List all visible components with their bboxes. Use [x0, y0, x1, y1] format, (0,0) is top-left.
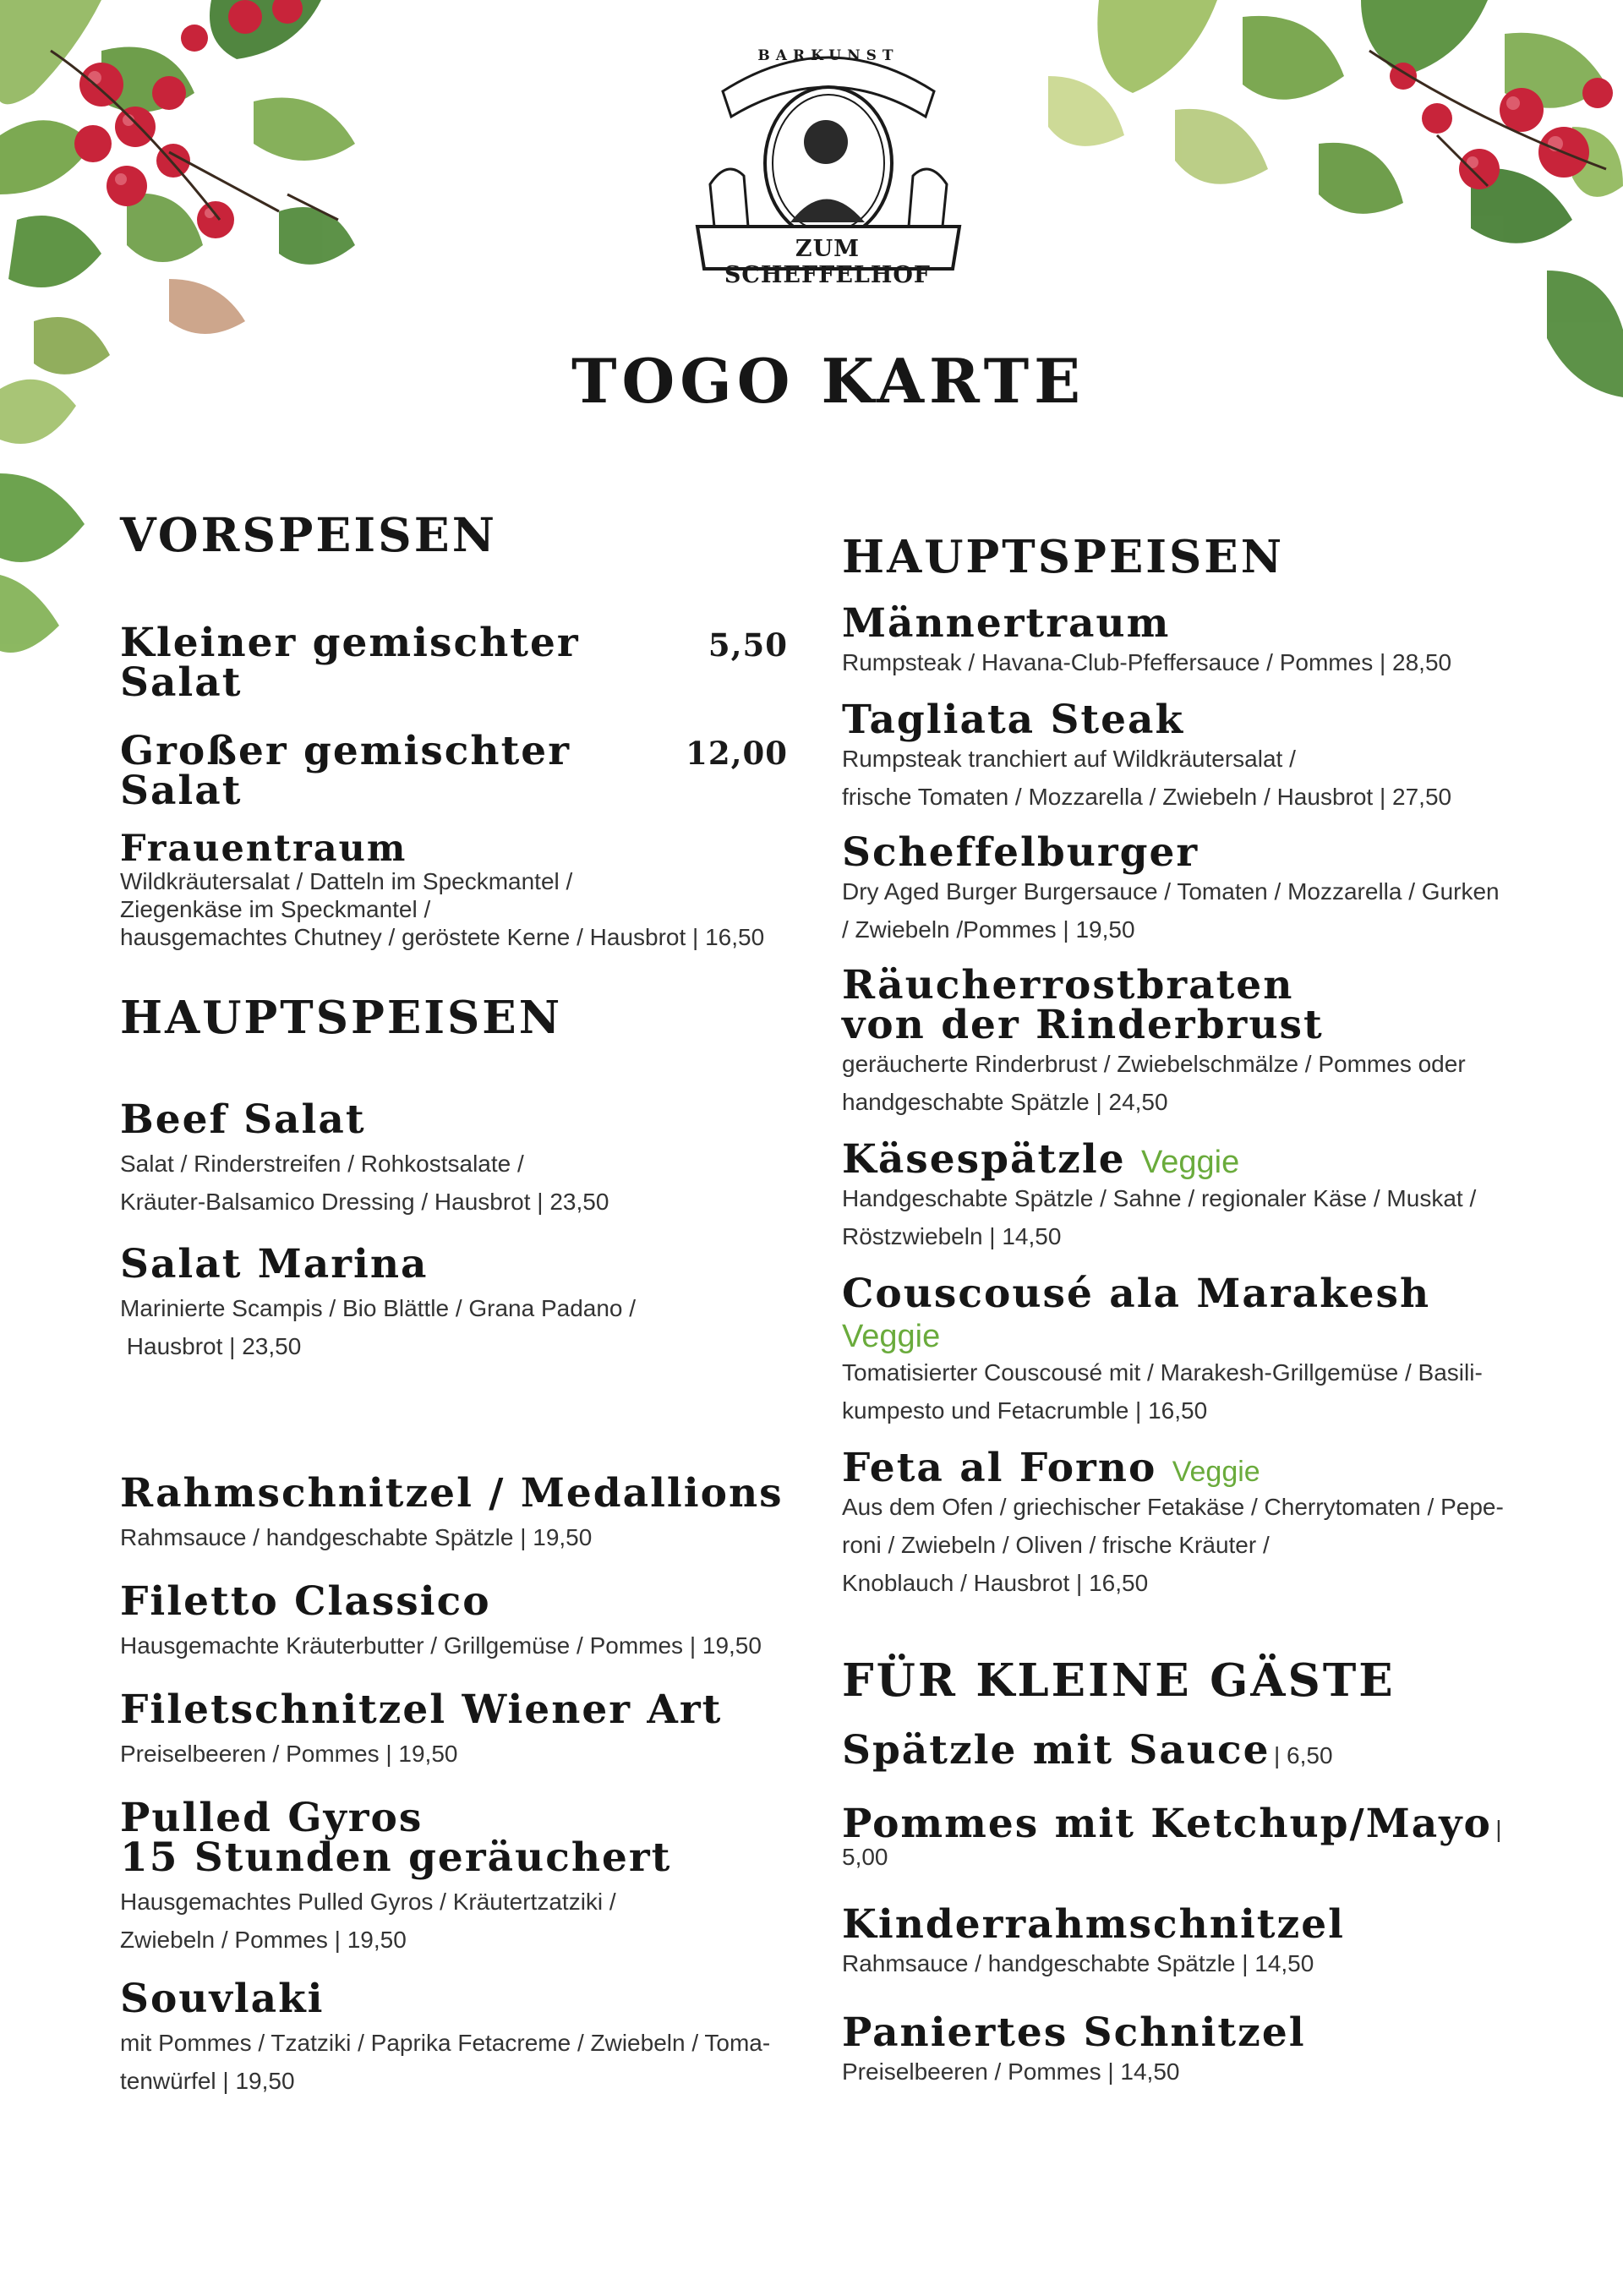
item-desc: / Zwiebeln /Pommes | 19,50 [842, 916, 1135, 943]
right-column [842, 531, 1535, 2091]
section-title-vorspeisen: VORSPEISEN [120, 507, 497, 562]
item-name: 15 Stunden geräuchert [120, 1834, 672, 1881]
item-desc: Dry Aged Burger Burgersauce / Tomaten / Mozzarella / Gurken [842, 878, 1500, 905]
menu-item [120, 1795, 796, 1959]
menu-item [120, 828, 796, 951]
item-name-row [842, 1271, 1535, 1354]
menu-item [120, 1096, 796, 1221]
item-desc: tenwürfel | 19,50 [120, 2068, 295, 2094]
item-name: Filetto Classico [120, 1578, 491, 1625]
logo-top-text: BARKUNST [757, 47, 899, 64]
page-title: TOGO KARTE [571, 345, 1086, 417]
item-desc: frische Tomaten / Mozzarella / Zwiebeln / Hausbrot | 27,50 [842, 784, 1452, 810]
item-name: Pommes mit Ketchup/Mayo [842, 1801, 1492, 1847]
item-name: Scheffelburger [842, 829, 1199, 876]
restaurant-logo [689, 32, 968, 294]
item-name-row [842, 1136, 1535, 1183]
item-desc: Tomatisierter Couscousé mit / Marakesh-Grillgemüse / Basili- [842, 1359, 1483, 1386]
item-name: Pulled Gyros [120, 1795, 424, 1841]
item-desc: Aus dem Ofen / griechischer Fetakäse / Cherrytomaten / Pepe- [842, 1494, 1504, 1520]
item-desc: Preiselbeeren / Pommes | 14,50 [842, 2058, 1180, 2085]
item-desc: Zwiebeln / Pommes | 19,50 [120, 1927, 407, 1953]
menu-item [120, 1470, 796, 1556]
item-desc: roni / Zwiebeln / Oliven / frische Kräuter / [842, 1532, 1270, 1558]
menu-item [120, 1686, 796, 1773]
item-desc: Preiselbeeren / Pommes | 19,50 [120, 1741, 458, 1767]
item-desc: geräucherte Rinderbrust / Zwiebelschmälze / Pommes oder [842, 1051, 1466, 1077]
item-name: Couscousé ala Marakesh [842, 1271, 1431, 1317]
menu-item [842, 697, 1535, 816]
item-price: 12,00 [686, 735, 788, 772]
item-desc: Rumpsteak tranchiert auf Wildkräutersalat / [842, 746, 1296, 772]
item-desc: Hausgemachte Kräuterbutter / Grillgemüse / Pommes | 19,50 [120, 1632, 762, 1659]
item-name: Räucherrostbraten [842, 962, 1294, 1009]
item-name: Käsespätzle [842, 1136, 1126, 1183]
section-title-kinder: FÜR KLEINE GÄSTE [842, 1654, 1396, 1707]
menu-item [842, 2009, 1535, 2091]
item-desc: Marinierte Scampis / Bio Blättle / Grana Padano / [120, 1295, 637, 1321]
item-desc: Röstzwiebeln | 14,50 [842, 1223, 1062, 1249]
item-desc: mit Pommes / Tzatziki / Paprika Fetacreme / Zwiebeln / Toma- [120, 2030, 771, 2056]
item-price: | 6,50 [1273, 1742, 1333, 1768]
menu-item [842, 1445, 1535, 1602]
item-desc: Hausgemachtes Pulled Gyros / Kräutertzatziki / [120, 1889, 616, 1915]
menu-item [120, 1976, 796, 2100]
menu-item [842, 829, 1535, 948]
item-name: Rahmschnitzel / Medallions [120, 1470, 784, 1517]
item-name: Feta al Forno [842, 1445, 1157, 1491]
menu-item [842, 1901, 1535, 1982]
menu-item [842, 1727, 1535, 1774]
menu-item [120, 1578, 796, 1665]
item-desc: Rahmsauce / handgeschabte Spätzle | 14,50 [842, 1950, 1314, 1976]
item-desc: Kräuter-Balsamico Dressing / Hausbrot | 23,50 [120, 1189, 609, 1215]
menu-item [120, 620, 788, 706]
item-name: Filetschnitzel Wiener Art [120, 1686, 723, 1733]
item-name: Kinderrahmschnitzel [842, 1901, 1345, 1948]
item-desc: Knoblauch / Hausbrot | 16,50 [842, 1570, 1149, 1596]
item-name: von der Rinderbrust [842, 1002, 1324, 1048]
menu-item [842, 1271, 1535, 1430]
item-desc: Rumpsteak / Havana-Club-Pfeffersauce / Pommes | 28,50 [842, 649, 1452, 675]
menu-item [842, 1801, 1535, 1871]
item-price: 5,50 [708, 626, 788, 664]
item-name: Großer gemischter Salat [120, 728, 571, 814]
item-name-row [842, 1445, 1535, 1491]
menu-item [120, 1241, 796, 1365]
item-desc: kumpesto und Fetacrumble | 16,50 [842, 1397, 1208, 1424]
logo-bottom-text: ZUM SCHEFFELHOF [724, 236, 932, 288]
item-desc: Salat / Rinderstreifen / Rohkostsalate / [120, 1151, 524, 1177]
item-name: Männertraum [842, 600, 1171, 647]
item-desc: Rahmsauce / handgeschabte Spätzle | 19,50 [120, 1524, 593, 1550]
item-desc: handgeschabte Spätzle | 24,50 [842, 1089, 1168, 1115]
item-name: Beef Salat [120, 1096, 366, 1143]
item-desc: hausgemachtes Chutney / geröstete Kerne / Hausbrot | 16,50 [120, 924, 765, 950]
veggie-tag: Veggie [842, 1319, 941, 1354]
item-name: Souvlaki [120, 1976, 325, 2022]
section-title-hauptspeisen: HAUPTSPEISEN [120, 992, 563, 1044]
menu-item [842, 600, 1535, 681]
item-name: Paniertes Schnitzel [842, 2009, 1306, 2056]
veggie-tag: Veggie [1140, 1145, 1240, 1180]
item-name: Tagliata Steak [842, 697, 1185, 743]
left-column [120, 507, 796, 2100]
item-desc: Hausbrot | 23,50 [120, 1333, 302, 1359]
item-name: Spätzle mit Sauce [842, 1727, 1271, 1774]
item-desc: Handgeschabte Spätzle / Sahne / regionaler Käse / Muskat / [842, 1185, 1477, 1211]
item-name: Salat Marina [120, 1241, 429, 1287]
item-name: Frauentraum [120, 828, 407, 870]
item-name: Kleiner gemischter Salat [120, 620, 580, 706]
item-desc: Wildkräutersalat / Datteln im Speckmantel / [120, 868, 573, 894]
item-price: | 5,00 [842, 1816, 1502, 1870]
section-title-hauptspeisen-right: HAUPTSPEISEN [842, 531, 1285, 583]
menu-item [842, 1136, 1535, 1255]
item-desc: Ziegenkäse im Speckmantel / [120, 896, 431, 922]
veggie-tag: Veggie [1172, 1456, 1260, 1488]
menu-item [842, 962, 1535, 1121]
menu-item [120, 728, 788, 814]
